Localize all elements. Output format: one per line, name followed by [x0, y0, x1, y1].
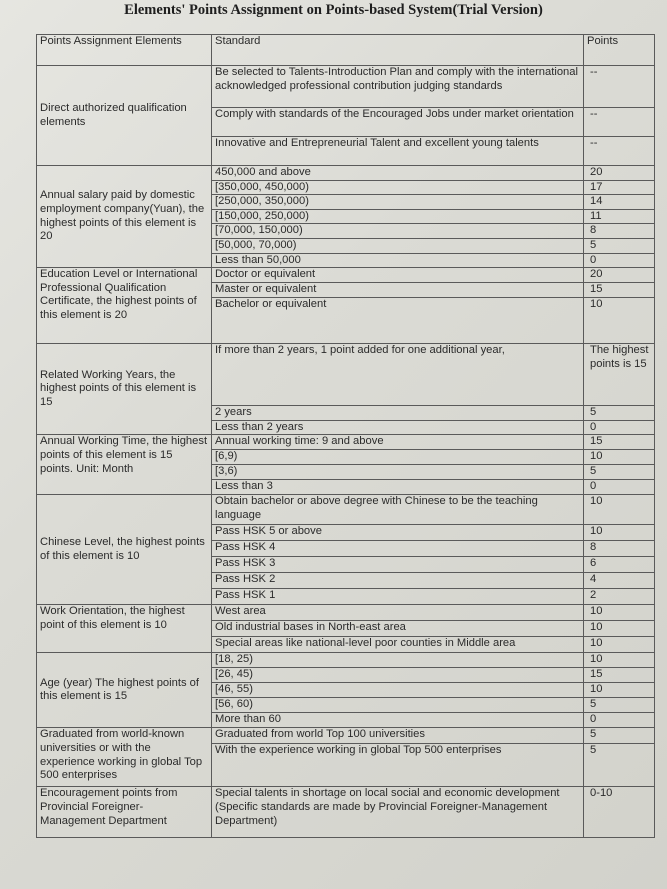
- points-cell: 4: [584, 573, 655, 589]
- standard-cell: Pass HSK 1: [212, 589, 584, 605]
- element-working-years: Related Working Years, the highest points of this element is 15: [37, 344, 212, 435]
- standard-cell: With the experience working in global Top 500 enterprises: [212, 744, 584, 787]
- points-cell: 2: [584, 589, 655, 605]
- points-cell: --: [584, 108, 655, 137]
- standard-cell: [56, 60): [212, 698, 584, 713]
- points-cell: 10: [584, 525, 655, 541]
- header-points: Points: [584, 35, 655, 66]
- standard-cell: Master or equivalent: [212, 283, 584, 298]
- points-cell: 10: [584, 653, 655, 668]
- points-cell: --: [584, 66, 655, 108]
- table-row: [37, 605, 655, 621]
- table-row: [37, 653, 655, 668]
- header-elements: Points Assignment Elements: [37, 35, 212, 66]
- standard-cell: Old industrial bases in North-east area: [212, 621, 584, 637]
- points-cell: 10: [584, 637, 655, 653]
- standard-cell: [6,9): [212, 450, 584, 465]
- standard-cell: If more than 2 years, 1 point added for one additional year,: [212, 344, 584, 406]
- points-cell: 15: [584, 668, 655, 683]
- element-age: Age (year) The highest points of this element is 15: [37, 653, 212, 728]
- points-cell: 10: [584, 450, 655, 465]
- element-encouragement-points: Encouragement points from Provincial Foreigner-Management Department: [37, 787, 212, 838]
- element-annual-working-time: Annual Working Time, the highest points of this element is 15 points. Unit: Month: [37, 435, 212, 495]
- standard-cell: [250,000, 350,000): [212, 195, 584, 210]
- element-education-level: Education Level or International Professional Qualification Certificate, the highest points of this element is 20: [37, 268, 212, 344]
- table-row: [37, 66, 655, 108]
- points-cell: 10: [584, 605, 655, 621]
- points-cell: 5: [584, 728, 655, 744]
- points-cell: 0: [584, 713, 655, 728]
- points-cell: 5: [584, 465, 655, 480]
- standard-cell: Graduated from world Top 100 universities: [212, 728, 584, 744]
- standard-cell: Less than 50,000: [212, 253, 584, 268]
- table-row: [37, 344, 655, 406]
- standard-cell: [50,000, 70,000): [212, 238, 584, 253]
- points-cell: 8: [584, 224, 655, 239]
- points-cell: 10: [584, 495, 655, 525]
- standard-cell: 2 years: [212, 406, 584, 421]
- table-row: [37, 728, 655, 744]
- standard-cell: [70,000, 150,000): [212, 224, 584, 239]
- points-cell: 20: [584, 166, 655, 181]
- points-cell: 6: [584, 557, 655, 573]
- standard-cell: Innovative and Entrepreneurial Talent and excellent young talents: [212, 137, 584, 166]
- points-cell: 15: [584, 283, 655, 298]
- standard-cell: [26, 45): [212, 668, 584, 683]
- standard-cell: [46, 55): [212, 683, 584, 698]
- table-row: [37, 787, 655, 838]
- points-cell: 10: [584, 298, 655, 344]
- standard-cell: Obtain bachelor or above degree with Chinese to be the teaching language: [212, 495, 584, 525]
- standard-cell: [350,000, 450,000): [212, 180, 584, 195]
- points-cell: --: [584, 137, 655, 166]
- standard-cell: Annual working time: 9 and above: [212, 435, 584, 450]
- points-cell: 0: [584, 420, 655, 435]
- standard-cell: Be selected to Talents-Introduction Plan and comply with the international acknowledged professional contribution judging standards: [212, 66, 584, 108]
- element-annual-salary: Annual salary paid by domestic employment company(Yuan), the highest points of this element is 20: [37, 166, 212, 268]
- points-cell: The highest points is 15: [584, 344, 655, 406]
- points-cell: 11: [584, 209, 655, 224]
- points-cell: 0-10: [584, 787, 655, 838]
- standard-cell: Pass HSK 3: [212, 557, 584, 573]
- points-cell: 5: [584, 406, 655, 421]
- standard-cell: Pass HSK 2: [212, 573, 584, 589]
- points-cell: 5: [584, 744, 655, 787]
- points-cell: 0: [584, 480, 655, 495]
- standard-cell: West area: [212, 605, 584, 621]
- standard-cell: Special areas like national-level poor counties in Middle area: [212, 637, 584, 653]
- points-cell: 0: [584, 253, 655, 268]
- table-row: [37, 166, 655, 181]
- standard-cell: Pass HSK 4: [212, 541, 584, 557]
- standard-cell: Special talents in shortage on local social and economic development (Specific standards are made by Provincial Foreigner-Management Department): [212, 787, 584, 838]
- points-cell: 17: [584, 180, 655, 195]
- points-cell: 5: [584, 238, 655, 253]
- standard-cell: [3,6): [212, 465, 584, 480]
- points-cell: 20: [584, 268, 655, 283]
- standard-cell: Pass HSK 5 or above: [212, 525, 584, 541]
- points-cell: 15: [584, 435, 655, 450]
- table-row: [37, 495, 655, 525]
- standard-cell: 450,000 and above: [212, 166, 584, 181]
- element-work-orientation: Work Orientation, the highest point of this element is 10: [37, 605, 212, 653]
- points-cell: 10: [584, 683, 655, 698]
- table-row: [37, 435, 655, 450]
- element-chinese-level: Chinese Level, the highest points of this element is 10: [37, 495, 212, 605]
- document-title: Elements' Points Assignment on Points-based System(Trial Version): [124, 2, 543, 18]
- header-row: [37, 35, 655, 66]
- standard-cell: Bachelor or equivalent: [212, 298, 584, 344]
- element-direct-qualification: Direct authorized qualification elements: [37, 66, 212, 166]
- standard-cell: Less than 2 years: [212, 420, 584, 435]
- table-row: [37, 268, 655, 283]
- standard-cell: More than 60: [212, 713, 584, 728]
- standard-cell: Doctor or equivalent: [212, 268, 584, 283]
- standard-cell: Less than 3: [212, 480, 584, 495]
- element-world-known-universities: Graduated from world-known universities or with the experience working in global Top 500 enterprises: [37, 728, 212, 787]
- points-cell: 8: [584, 541, 655, 557]
- points-cell: 14: [584, 195, 655, 210]
- standard-cell: [18, 25): [212, 653, 584, 668]
- standard-cell: Comply with standards of the Encouraged Jobs under market orientation: [212, 108, 584, 137]
- header-standard: Standard: [212, 35, 584, 66]
- standard-cell: [150,000, 250,000): [212, 209, 584, 224]
- points-cell: 10: [584, 621, 655, 637]
- points-cell: 5: [584, 698, 655, 713]
- points-table: [36, 34, 655, 838]
